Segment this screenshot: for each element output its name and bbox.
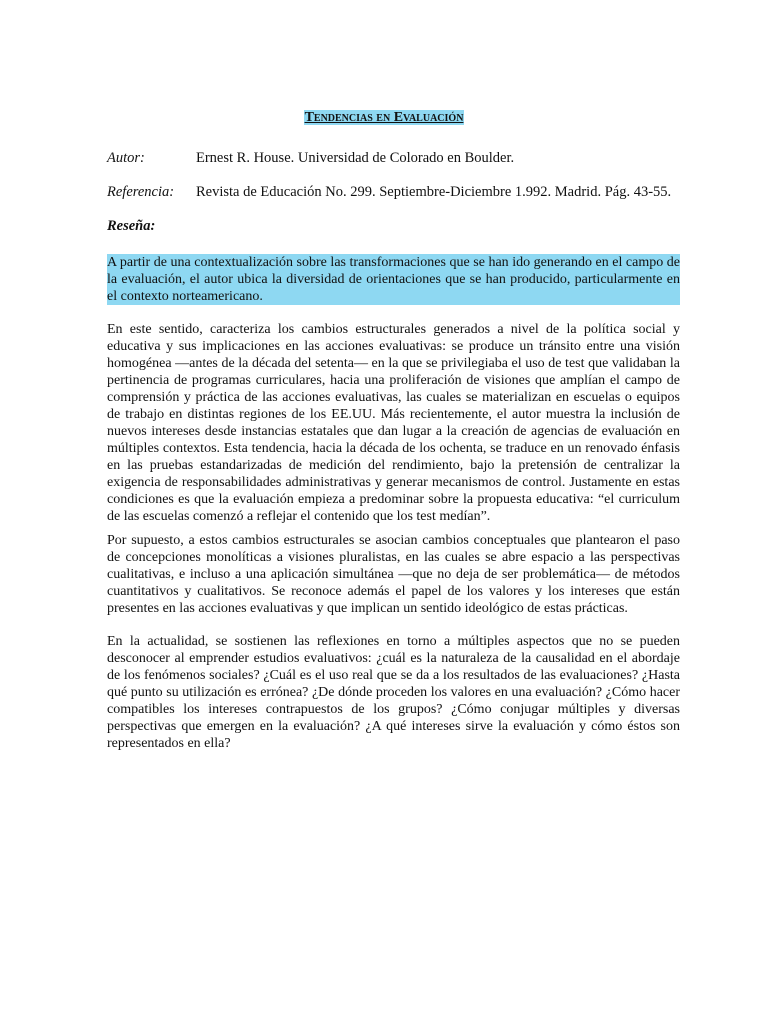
- document-title-container: [0, 110, 768, 126]
- author-value: Ernest R. House. Universidad de Colorado en Boulder.: [196, 150, 515, 166]
- paragraph-intro: A partir de una contextualización sobre las transformaciones que se han ido generando en el campo de la evaluación, el autor ubica la diversidad de orientaciones que se han producido, particularmente en el contexto norteamericano.: [107, 255, 680, 304]
- reference-value: Revista de Educación No. 299. Septiembre-Diciembre 1.992. Madrid. Pág. 43-55.: [196, 184, 672, 200]
- paragraph-conceptual-changes: Por supuesto, a estos cambios estructurales se asocian cambios conceptuales que plantearon el paso de concepciones monolíticas a visiones pluralistas, en las cuales se abre espacio a las perspectivas cualitativas, e incluso a una aplicación simultánea —que no deja de ser problemática— de métodos cuantitativos y cualitativos. Se reconoce además el papel de los valores y los intereses que están presentes en las acciones evaluativas y que implican un sentido ideológico de estas prácticas.: [107, 533, 680, 616]
- document-title: Tendencias en Evaluación: [304, 110, 464, 125]
- review-heading: Reseña:: [107, 218, 156, 234]
- paragraph-structural-changes: En este sentido, caracteriza los cambios estructurales generados a nivel de la política social y educativa y sus implicaciones en las acciones evaluativas: se produce un tránsito entre una visión homogénea —antes de la década del setenta— en la que se privilegiaba el uso de test que validaban la pertinencia de programas curriculares, hacia una proliferación de visiones que amplían el campo de comprensión y práctica de las acciones evaluativas, las cuales se materializan en escuelas o equipos de trabajo en distintas regiones de los EE.UU. Más recientemente, el autor muestra la inclusión de nuevos intereses desde instancias estatales que dan lugar a la creación de agencias de evaluación en múltiples contextos. Esta tendencia, hacia la década de los ochenta, se traduce en un renovado énfasis en las pruebas estandarizadas de medición del rendimiento, bajo la pretensión de centralizar la exigencia de responsabilidades administrativas y generar mecanismos de control. Justamente en estas condiciones es que la evaluación empieza a predominar sobre la propuesta educativa: “el curriculum de las escuelas comenzó a reflejar el contenido que los test medían”.: [107, 322, 680, 524]
- author-label: Autor:: [107, 150, 145, 166]
- reference-label: Referencia:: [107, 184, 175, 200]
- paragraph-current-reflections: En la actualidad, se sostienen las reflexiones en torno a múltiples aspectos que no se pueden desconocer al emprender estudios evaluativos: ¿cuál es la naturaleza de la causalidad en el abordaje de los fenómenos sociales? ¿Cuál es el uso real que se da a los resultados de las evaluaciones? ¿Hasta qué punto su utilización es errónea? ¿De dónde proceden los valores en una evaluación? ¿Cómo hacer compatibles los intereses contrapuestos de los grupos? ¿Cómo conjugar múltiples y diversas perspectivas que emergen en la evaluación? ¿A qué intereses sirve la evaluación y cómo éstos son representados en ella?: [107, 634, 680, 751]
